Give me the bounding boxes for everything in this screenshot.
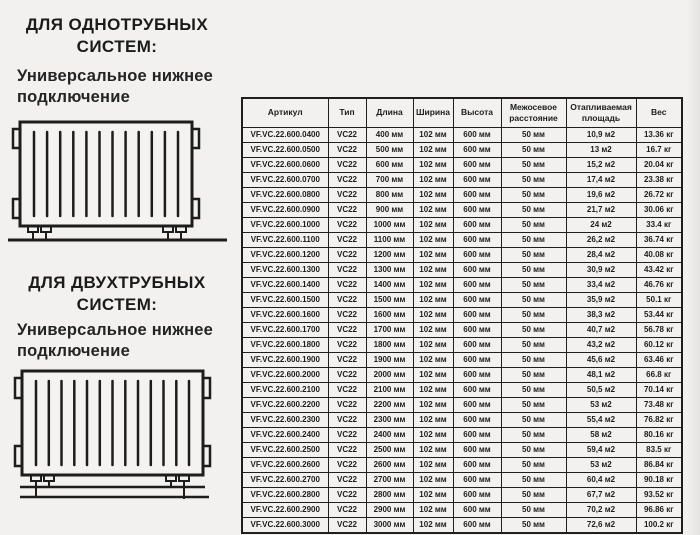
table-cell: VC22 bbox=[328, 293, 366, 308]
table-cell: 600 мм bbox=[453, 293, 501, 308]
table-cell: 13 м2 bbox=[566, 143, 636, 158]
table-cell: 102 мм bbox=[413, 458, 453, 473]
column-header: Высота bbox=[453, 98, 501, 128]
table-cell: 400 мм bbox=[366, 128, 413, 143]
table-row bbox=[242, 278, 682, 293]
table-row bbox=[242, 203, 682, 218]
table-cell: VC22 bbox=[328, 383, 366, 398]
table-cell: VC22 bbox=[328, 458, 366, 473]
table-cell: 50 мм bbox=[501, 278, 566, 293]
table-cell: 58 м2 bbox=[566, 428, 636, 443]
table-row bbox=[242, 353, 682, 368]
table-cell: 66.8 кг bbox=[636, 368, 682, 383]
table-cell: 600 мм bbox=[453, 173, 501, 188]
column-header: Межосевое расстояние bbox=[501, 98, 566, 128]
table-cell: VC22 bbox=[328, 443, 366, 458]
table-row bbox=[242, 248, 682, 263]
table-row bbox=[242, 383, 682, 398]
table-cell: 900 мм bbox=[366, 203, 413, 218]
table-cell: 2400 мм bbox=[366, 428, 413, 443]
table-cell: 2900 мм bbox=[366, 503, 413, 518]
table-cell: VF.VC.22.600.2400 bbox=[242, 428, 328, 443]
table-cell: VC22 bbox=[328, 233, 366, 248]
table-cell: VF.VC.22.600.1900 bbox=[242, 353, 328, 368]
table-cell: 102 мм bbox=[413, 413, 453, 428]
table-cell: VC22 bbox=[328, 488, 366, 503]
table-cell: VC22 bbox=[328, 518, 366, 534]
table-row bbox=[242, 458, 682, 473]
table-cell: 102 мм bbox=[413, 188, 453, 203]
table-row bbox=[242, 503, 682, 518]
table-cell: 46.76 кг bbox=[636, 278, 682, 293]
table-row bbox=[242, 188, 682, 203]
table-cell: 2300 мм bbox=[366, 413, 413, 428]
table-cell: 102 мм bbox=[413, 323, 453, 338]
table-cell: 33,4 м2 bbox=[566, 278, 636, 293]
table-cell: 1700 мм bbox=[366, 323, 413, 338]
table-row bbox=[242, 338, 682, 353]
table-cell: VF.VC.22.600.0800 bbox=[242, 188, 328, 203]
table-cell: 43.42 кг bbox=[636, 263, 682, 278]
table-cell: 73.48 кг bbox=[636, 398, 682, 413]
table-cell: VC22 bbox=[328, 128, 366, 143]
spec-table-body bbox=[242, 128, 682, 534]
table-cell: 28,4 м2 bbox=[566, 248, 636, 263]
table-cell: 50 мм bbox=[501, 518, 566, 534]
table-cell: 60.12 кг bbox=[636, 338, 682, 353]
table-cell: 600 мм bbox=[453, 308, 501, 323]
table-cell: 50 мм bbox=[501, 233, 566, 248]
table-cell: 102 мм bbox=[413, 278, 453, 293]
table-row bbox=[242, 128, 682, 143]
table-cell: VC22 bbox=[328, 263, 366, 278]
table-cell: VC22 bbox=[328, 413, 366, 428]
table-cell: 50 мм bbox=[501, 398, 566, 413]
table-cell: VC22 bbox=[328, 428, 366, 443]
section-title-single-pipe: ДЛЯ ОДНОТРУБНЫХ СИСТЕМ: bbox=[25, 15, 209, 56]
table-cell: 600 мм bbox=[453, 188, 501, 203]
table-cell: VF.VC.22.600.1200 bbox=[242, 248, 328, 263]
table-cell: VF.VC.22.600.1700 bbox=[242, 323, 328, 338]
table-row bbox=[242, 473, 682, 488]
table-cell: 3000 мм bbox=[366, 518, 413, 534]
table-cell: VF.VC.22.600.2200 bbox=[242, 398, 328, 413]
table-cell: 800 мм bbox=[366, 188, 413, 203]
table-cell: 102 мм bbox=[413, 158, 453, 173]
table-cell: 50 мм bbox=[501, 323, 566, 338]
table-cell: 48,1 м2 bbox=[566, 368, 636, 383]
table-cell: 102 мм bbox=[413, 428, 453, 443]
table-row bbox=[242, 218, 682, 233]
table-cell: 1900 мм bbox=[366, 353, 413, 368]
column-header: Тип bbox=[328, 98, 366, 128]
table-cell: VF.VC.22.600.0400 bbox=[242, 128, 328, 143]
table-row bbox=[242, 308, 682, 323]
table-row bbox=[242, 488, 682, 503]
table-cell: 102 мм bbox=[413, 368, 453, 383]
table-cell: VF.VC.22.600.0500 bbox=[242, 143, 328, 158]
connection-note-single-pipe: Универсальное нижнее подключение bbox=[17, 67, 214, 107]
table-cell: 86.84 кг bbox=[636, 458, 682, 473]
table-cell: 1100 мм bbox=[366, 233, 413, 248]
table-cell: 50 мм bbox=[501, 368, 566, 383]
table-cell: 50 мм bbox=[501, 338, 566, 353]
table-cell: 67,7 м2 bbox=[566, 488, 636, 503]
table-row bbox=[242, 143, 682, 158]
table-cell: 2800 мм bbox=[366, 488, 413, 503]
table-cell: 600 мм bbox=[453, 203, 501, 218]
table-cell: 600 мм bbox=[453, 368, 501, 383]
table-cell: VC22 bbox=[328, 323, 366, 338]
table-cell: 102 мм bbox=[413, 248, 453, 263]
table-cell: VF.VC.22.600.1600 bbox=[242, 308, 328, 323]
table-cell: VC22 bbox=[328, 188, 366, 203]
table-cell: 70,2 м2 bbox=[566, 503, 636, 518]
table-cell: VC22 bbox=[328, 503, 366, 518]
table-cell: 600 мм bbox=[453, 488, 501, 503]
table-cell: 2500 мм bbox=[366, 443, 413, 458]
radiator-diagram-single-pipe bbox=[0, 116, 235, 248]
table-cell: 93.52 кг bbox=[636, 488, 682, 503]
table-row bbox=[242, 413, 682, 428]
table-cell: 36.74 кг bbox=[636, 233, 682, 248]
table-cell: 600 мм bbox=[453, 383, 501, 398]
table-cell: 76.82 кг bbox=[636, 413, 682, 428]
table-cell: 102 мм bbox=[413, 338, 453, 353]
table-cell: 63.46 кг bbox=[636, 353, 682, 368]
table-cell: 600 мм bbox=[453, 233, 501, 248]
table-cell: 2600 мм bbox=[366, 458, 413, 473]
table-cell: 600 мм bbox=[453, 458, 501, 473]
table-cell: 102 мм bbox=[413, 233, 453, 248]
table-row bbox=[242, 173, 682, 188]
table-cell: 50 мм bbox=[501, 308, 566, 323]
table-cell: 50 мм bbox=[501, 458, 566, 473]
table-cell: 50 мм bbox=[501, 263, 566, 278]
left-panel bbox=[0, 0, 238, 535]
table-cell: 500 мм bbox=[366, 143, 413, 158]
table-cell: 50 мм bbox=[501, 128, 566, 143]
table-cell: 100.2 кг bbox=[636, 518, 682, 534]
table-cell: 43,2 м2 bbox=[566, 338, 636, 353]
table-cell: 1200 мм bbox=[366, 248, 413, 263]
spec-table bbox=[241, 97, 683, 534]
table-cell: 1000 мм bbox=[366, 218, 413, 233]
table-cell: 50 мм bbox=[501, 443, 566, 458]
table-cell: 50 мм bbox=[501, 158, 566, 173]
table-cell: VC22 bbox=[328, 308, 366, 323]
bottom-connectors bbox=[28, 226, 186, 239]
table-cell: VF.VC.22.600.2700 bbox=[242, 473, 328, 488]
table-row bbox=[242, 293, 682, 308]
table-cell: 50 мм bbox=[501, 173, 566, 188]
table-row bbox=[242, 398, 682, 413]
table-cell: 21,7 м2 bbox=[566, 203, 636, 218]
table-cell: VC22 bbox=[328, 248, 366, 263]
table-cell: 26.72 кг bbox=[636, 188, 682, 203]
table-cell: 102 мм bbox=[413, 263, 453, 278]
table-cell: VC22 bbox=[328, 368, 366, 383]
table-cell: VC22 bbox=[328, 473, 366, 488]
table-cell: 2000 мм bbox=[366, 368, 413, 383]
table-cell: 600 мм bbox=[453, 473, 501, 488]
table-cell: 53.44 кг bbox=[636, 308, 682, 323]
table-cell: VC22 bbox=[328, 203, 366, 218]
table-cell: 33.4 кг bbox=[636, 218, 682, 233]
table-cell: 2200 мм bbox=[366, 398, 413, 413]
table-cell: VF.VC.22.600.1500 bbox=[242, 293, 328, 308]
pipe-lines bbox=[20, 487, 209, 497]
table-cell: 10,9 м2 bbox=[566, 128, 636, 143]
table-cell: 17,4 м2 bbox=[566, 173, 636, 188]
table-row bbox=[242, 233, 682, 248]
table-cell: 26,2 м2 bbox=[566, 233, 636, 248]
table-cell: 1800 мм bbox=[366, 338, 413, 353]
table-row bbox=[242, 443, 682, 458]
table-cell: 55,4 м2 bbox=[566, 413, 636, 428]
table-cell: VF.VC.22.600.1100 bbox=[242, 233, 328, 248]
table-cell: 102 мм bbox=[413, 398, 453, 413]
table-cell: 38,3 м2 bbox=[566, 308, 636, 323]
table-cell: 600 мм bbox=[453, 128, 501, 143]
table-cell: 30.06 кг bbox=[636, 203, 682, 218]
table-cell: 600 мм bbox=[453, 323, 501, 338]
table-cell: VC22 bbox=[328, 278, 366, 293]
table-cell: 15,2 м2 bbox=[566, 158, 636, 173]
column-header: Вес bbox=[636, 98, 682, 128]
column-header: Ширина bbox=[413, 98, 453, 128]
table-cell: 2100 мм bbox=[366, 383, 413, 398]
table-cell: 50.1 кг bbox=[636, 293, 682, 308]
table-cell: 70.14 кг bbox=[636, 383, 682, 398]
spec-table-header bbox=[242, 98, 682, 128]
table-cell: 102 мм bbox=[413, 203, 453, 218]
table-cell: 1400 мм bbox=[366, 278, 413, 293]
table-cell: 50 мм bbox=[501, 248, 566, 263]
table-cell: 50 мм bbox=[501, 488, 566, 503]
table-cell: 45,6 м2 bbox=[566, 353, 636, 368]
table-cell: 53 м2 bbox=[566, 458, 636, 473]
table-cell: 600 мм bbox=[453, 218, 501, 233]
column-header: Длина bbox=[366, 98, 413, 128]
table-cell: 102 мм bbox=[413, 383, 453, 398]
table-row bbox=[242, 323, 682, 338]
table-cell: VF.VC.22.600.2800 bbox=[242, 488, 328, 503]
table-row bbox=[242, 263, 682, 278]
table-cell: 600 мм bbox=[453, 503, 501, 518]
table-cell: VC22 bbox=[328, 143, 366, 158]
table-cell: 102 мм bbox=[413, 173, 453, 188]
table-cell: VF.VC.22.600.2100 bbox=[242, 383, 328, 398]
table-cell: 102 мм bbox=[413, 473, 453, 488]
table-cell: VC22 bbox=[328, 338, 366, 353]
table-cell: 600 мм bbox=[453, 518, 501, 534]
table-row bbox=[242, 368, 682, 383]
section-title-two-pipe: ДЛЯ ДВУХТРУБНЫХ СИСТЕМ: bbox=[28, 273, 206, 314]
table-cell: VF.VC.22.600.2000 bbox=[242, 368, 328, 383]
table-cell: VF.VC.22.600.2300 bbox=[242, 413, 328, 428]
table-cell: 50 мм bbox=[501, 413, 566, 428]
table-cell: 50 мм bbox=[501, 143, 566, 158]
table-cell: VF.VC.22.600.1400 bbox=[242, 278, 328, 293]
table-cell: 102 мм bbox=[413, 503, 453, 518]
table-cell: 53 м2 bbox=[566, 398, 636, 413]
column-header: Артикул bbox=[242, 98, 328, 128]
table-cell: 56.78 кг bbox=[636, 323, 682, 338]
table-cell: 1300 мм bbox=[366, 263, 413, 278]
connection-note-two-pipe: Универсальное нижнее подключение bbox=[17, 321, 214, 361]
table-cell: 50 мм bbox=[501, 383, 566, 398]
table-cell: VF.VC.22.600.0600 bbox=[242, 158, 328, 173]
table-cell: VF.VC.22.600.1800 bbox=[242, 338, 328, 353]
table-cell: 19,6 м2 bbox=[566, 188, 636, 203]
table-cell: 600 мм bbox=[453, 143, 501, 158]
table-cell: 35,9 м2 bbox=[566, 293, 636, 308]
table-cell: 102 мм bbox=[413, 143, 453, 158]
table-cell: 700 мм bbox=[366, 173, 413, 188]
table-cell: 2700 мм bbox=[366, 473, 413, 488]
table-cell: 600 мм bbox=[453, 158, 501, 173]
table-cell: 50 мм bbox=[501, 503, 566, 518]
table-cell: 102 мм bbox=[413, 488, 453, 503]
table-cell: VF.VC.22.600.2500 bbox=[242, 443, 328, 458]
table-cell: 20.04 кг bbox=[636, 158, 682, 173]
table-cell: 96.86 кг bbox=[636, 503, 682, 518]
table-cell: 600 мм bbox=[453, 413, 501, 428]
table-row bbox=[242, 158, 682, 173]
radiator-diagram-two-pipe bbox=[0, 366, 235, 506]
table-cell: 102 мм bbox=[413, 308, 453, 323]
table-row bbox=[242, 518, 682, 534]
table-cell: VF.VC.22.600.0700 bbox=[242, 173, 328, 188]
table-cell: VF.VC.22.600.3000 bbox=[242, 518, 328, 534]
table-cell: VF.VC.22.600.2600 bbox=[242, 458, 328, 473]
table-cell: VF.VC.22.600.1000 bbox=[242, 218, 328, 233]
table-cell: 50 мм bbox=[501, 473, 566, 488]
table-cell: VC22 bbox=[328, 353, 366, 368]
table-cell: 1600 мм bbox=[366, 308, 413, 323]
table-cell: 600 мм bbox=[453, 278, 501, 293]
table-cell: 40.08 кг bbox=[636, 248, 682, 263]
table-cell: 50 мм bbox=[501, 218, 566, 233]
table-cell: VC22 bbox=[328, 173, 366, 188]
table-cell: 600 мм bbox=[453, 263, 501, 278]
table-cell: 72,6 м2 bbox=[566, 518, 636, 534]
table-cell: 600 мм bbox=[453, 338, 501, 353]
table-cell: 50 мм bbox=[501, 353, 566, 368]
table-cell: 80.16 кг bbox=[636, 428, 682, 443]
table-cell: 102 мм bbox=[413, 353, 453, 368]
table-cell: 16.7 кг bbox=[636, 143, 682, 158]
table-cell: 600 мм bbox=[453, 248, 501, 263]
table-cell: 102 мм bbox=[413, 518, 453, 534]
table-cell: 50 мм bbox=[501, 188, 566, 203]
table-cell: 600 мм bbox=[453, 443, 501, 458]
table-cell: 600 мм bbox=[366, 158, 413, 173]
table-cell: 60,4 м2 bbox=[566, 473, 636, 488]
table-cell: 30,9 м2 bbox=[566, 263, 636, 278]
table-cell: 102 мм bbox=[413, 218, 453, 233]
table-cell: 50,5 м2 bbox=[566, 383, 636, 398]
table-cell: 50 мм bbox=[501, 203, 566, 218]
table-cell: 40,7 м2 bbox=[566, 323, 636, 338]
table-cell: 50 мм bbox=[501, 428, 566, 443]
table-cell: 600 мм bbox=[453, 353, 501, 368]
table-cell: 23.38 кг bbox=[636, 173, 682, 188]
table-cell: 600 мм bbox=[453, 428, 501, 443]
column-header: Отапливаемая площадь bbox=[566, 98, 636, 128]
table-cell: 600 мм bbox=[453, 398, 501, 413]
table-cell: 83.5 кг bbox=[636, 443, 682, 458]
table-cell: VF.VC.22.600.1300 bbox=[242, 263, 328, 278]
table-cell: 102 мм bbox=[413, 128, 453, 143]
table-cell: 59,4 м2 bbox=[566, 443, 636, 458]
table-cell: 1500 мм bbox=[366, 293, 413, 308]
table-row bbox=[242, 428, 682, 443]
table-cell: VC22 bbox=[328, 398, 366, 413]
table-cell: 50 мм bbox=[501, 293, 566, 308]
table-cell: VC22 bbox=[328, 158, 366, 173]
table-cell: 24 м2 bbox=[566, 218, 636, 233]
table-cell: 102 мм bbox=[413, 293, 453, 308]
table-cell: VF.VC.22.600.0900 bbox=[242, 203, 328, 218]
table-cell: VF.VC.22.600.2900 bbox=[242, 503, 328, 518]
table-cell: VC22 bbox=[328, 218, 366, 233]
table-cell: 90.18 кг bbox=[636, 473, 682, 488]
table-cell: 102 мм bbox=[413, 443, 453, 458]
table-cell: 13.36 кг bbox=[636, 128, 682, 143]
